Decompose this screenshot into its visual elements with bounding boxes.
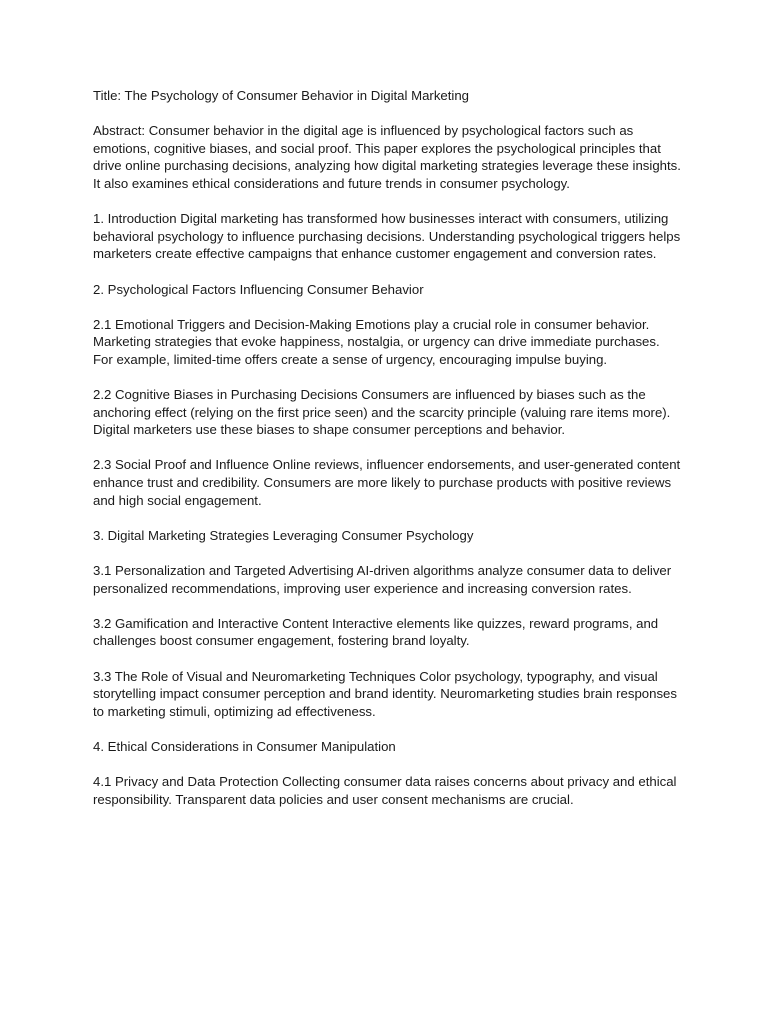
section-2-3-paragraph: 2.3 Social Proof and Influence Online reviews, influencer endorsements, and user-generated content enhance trust and credibility. Consumers are more likely to purchase products with positive reviews and high social engagement.: [93, 457, 681, 508]
section-4-1-paragraph: 4.1 Privacy and Data Protection Collecting consumer data raises concerns about privacy and ethical responsibility. Transparent data policies and user consent mechanisms are crucial.: [93, 774, 677, 807]
section-2-2-paragraph: 2.2 Cognitive Biases in Purchasing Decisions Consumers are influenced by biases such as the anchoring effect (relying on the first price seen) and the scarcity principle (valuing rare items more). Digital marketers use these biases to shape consumer perceptions and behavior.: [93, 387, 671, 438]
section-2-1-paragraph: 2.1 Emotional Triggers and Decision-Making Emotions play a crucial role in consumer behavior. Marketing strategies that evoke happiness, nostalgia, or urgency can drive immediate purchases. For example, limited-time offers create a sense of urgency, encouraging impulse buying.: [93, 316, 660, 367]
section-1-introduction: 1. Introduction Digital marketing has transformed how businesses interact with consumers, utilizing behavioral psychology to influence purchasing decisions. Understanding psychological triggers helps marketers create effective campaigns that enhance customer engagement and conversion rates.: [93, 211, 681, 262]
section-4-heading: 4. Ethical Considerations in Consumer Manipulation: [93, 738, 396, 754]
section-3-2-paragraph: 3.2 Gamification and Interactive Content Interactive elements like quizzes, reward programs, and challenges boost consumer engagement, fostering brand loyalty.: [93, 615, 659, 649]
document-body: [93, 87, 683, 826]
section-3-1-paragraph: 3.1 Personalization and Targeted Advertising AI-driven algorithms analyze consumer data to deliver personalized recommendations, improving user experience and increasing conversion rates.: [93, 563, 672, 596]
section-3-heading: 3. Digital Marketing Strategies Leveraging Consumer Psychology: [93, 527, 474, 543]
section-2-heading: 2. Psychological Factors Influencing Consumer Behavior: [93, 281, 424, 297]
abstract-paragraph: Abstract: Consumer behavior in the digital age is influenced by psychological factors such as emotions, cognitive biases, and social proof. This paper explores the psychological principles that drive online purchasing decisions, analyzing how digital marketing strategies leverage these insights. It also examines ethical considerations and future trends in consumer psychology.: [93, 123, 681, 191]
document-title: Title: The Psychology of Consumer Behavior in Digital Marketing: [93, 88, 470, 103]
section-3-3-paragraph: 3.3 The Role of Visual and Neuromarketing Techniques Color psychology, typography, and visual storytelling impact consumer perception and brand identity. Neuromarketing studies brain responses to marketing stimuli, optimizing ad effectiveness.: [93, 668, 677, 719]
